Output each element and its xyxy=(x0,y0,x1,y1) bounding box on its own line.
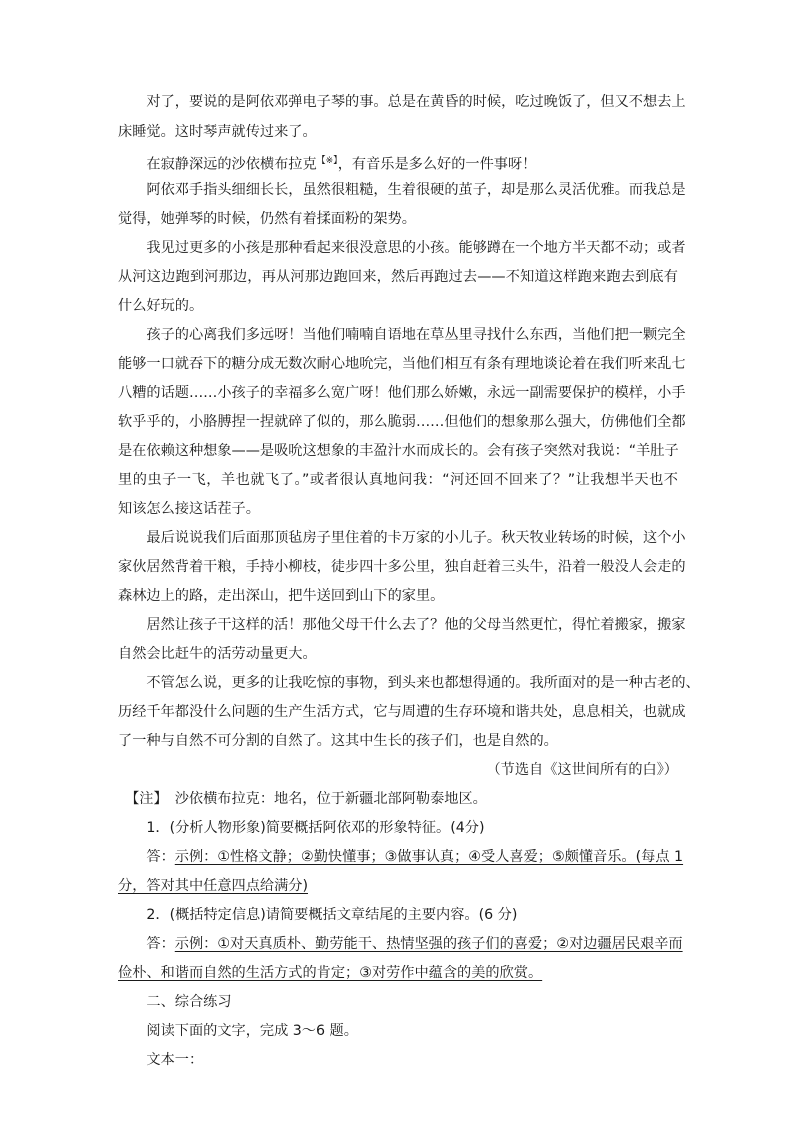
paragraph-2-text-end: ，有音乐是多么好的一件事呀！ xyxy=(337,156,537,173)
paragraph-5-line-2: 能够一口就吞下的糖分成无数次耐心地吮完，当他们相互有条有理地谈论着在我们听来乱七 xyxy=(118,356,686,372)
paragraph-8-line-2: 历经千年都没什么问题的生产生活方式，它与周遭的生存环境和谐共处，息息相关，也就成 xyxy=(118,704,686,720)
paragraph-2-text: 在寂静深远的沙依横布拉克 xyxy=(118,156,317,173)
paragraph-1-line-1: 对了，要说的是阿依邓弹电子琴的事。总是在黄昏的时候，吃过晚饭了，但又不想去上 xyxy=(118,94,686,110)
paragraph-6-line-2: 家伙居然背着干粮，手持小柳枝，徒步四十多公里，独自赶着三头牛，沿着一般没人会走的 xyxy=(118,559,686,575)
paragraph-3-line-1: 阿依邓手指头细细长长，虽然很粗糙，生着很硬的茧子，却是那么灵活优雅。而我总是 xyxy=(118,182,686,198)
paragraph-5-line-4: 软乎乎的，小胳膊捏一捏就碎了似的，那么脆弱……但他们的想象那么强大，仿佛他们全都 xyxy=(118,414,686,430)
paragraph-4-line-2: 从河这边跑到河那边，再从河那边跑回来，然后再跑过去——不知道这样跑来跑去到底有 xyxy=(118,269,678,285)
paragraph-5-line-7: 知该怎么接这话茬子。 xyxy=(118,501,260,517)
paragraph-7-line-2: 自然会比赶牛的活劳动量更大。 xyxy=(118,646,317,662)
section-heading: 二、综合练习 xyxy=(118,994,232,1010)
paragraph-5-line-5: 是在依赖这种想象——是吸吮这想象的丰盈汁水而成长的。会有孩子突然对我说：“羊肚子 xyxy=(118,443,679,459)
paragraph-5-line-6: 里的虫子一飞，羊也就飞了。”或者很认真地问我：“河还回不回来了？”让我想半天也不 xyxy=(118,472,678,488)
question-2: 2．(概括特定信息)请简要概括文章结尾的主要内容。(6 分) xyxy=(118,907,518,923)
answer-1-text-end: 分，答对其中任意四点给满分) xyxy=(118,878,308,894)
paragraph-5-line-3: 八糟的话题……小孩子的幸福多么宽广呀！他们那么娇嫩，永远一副需要保护的模样，小手 xyxy=(118,385,686,401)
instruction-text: 阅读下面的文字，完成 3～6 题。 xyxy=(118,1023,358,1039)
source-citation: （节选自《这世间所有的白》） xyxy=(486,762,678,778)
answer-2-prefix: 答： xyxy=(118,936,175,952)
answer-1-line-1 xyxy=(118,847,683,867)
paragraph-2 xyxy=(118,151,536,175)
paragraph-5-line-1: 孩子的心离我们多远呀！当他们喃喃自语地在草丛里寻找什么东西，当他们把一颗完全 xyxy=(118,327,686,343)
paragraph-4-line-3: 什么好玩的。 xyxy=(118,298,204,314)
footnote: 【注】 沙依横布拉克：地名，位于新疆北部阿勒泰地区。 xyxy=(118,791,487,807)
paragraph-8-line-3: 了一种与自然不可分割的自然了。这其中生长的孩子们，也是自然的。 xyxy=(118,733,558,749)
answer-2-line-2 xyxy=(118,963,542,983)
paragraph-8-line-1: 不管怎么说，更多的让我吃惊的事物，到头来也都想得通的。我所面对的是一种古老的、 xyxy=(118,675,700,691)
answer-2-text-end: 俭朴、和谐而自然的生活方式的肯定；③对劳作中蕴含的美的欣赏。 xyxy=(118,965,543,981)
question-1: 1．(分析人物形象)简要概括阿依邓的形象特征。(4分) xyxy=(118,820,485,836)
answer-2-line-1 xyxy=(118,934,683,954)
answer-1-prefix: 答： xyxy=(118,849,175,865)
paragraph-4-line-1: 我见过更多的小孩是那种看起来很没意思的小孩。能够蹲在一个地方半天都不动；或者 xyxy=(118,240,686,256)
paragraph-6-line-3: 森林边上的路，走出深山，把牛送回到山下的家里。 xyxy=(118,588,445,604)
text-label: 文本一： xyxy=(118,1052,204,1068)
answer-2-text: 示例：①对天真质朴、勤劳能干、热情坚强的孩子们的喜爱；②对边疆居民艰辛而 xyxy=(174,936,683,952)
footnote-marker: 【※】 xyxy=(316,156,338,166)
answer-1-text: 示例：①性格文静；②勤快懂事；③做事认真；④受人喜爱；⑤颇懂音乐。(每点 1 xyxy=(174,849,684,865)
paragraph-6-line-1: 最后说说我们后面那顶毡房子里住着的卡万家的小儿子。秋天牧业转场的时候，这个小 xyxy=(118,530,686,546)
paragraph-7-line-1: 居然让孩子干这样的活！那他父母干什么去了？他的父母当然更忙，得忙着搬家，搬家 xyxy=(118,617,686,633)
paragraph-3-line-2: 觉得，她弹琴的时候，仍然有着揉面粉的架势。 xyxy=(118,211,416,227)
answer-1-line-2 xyxy=(118,876,308,896)
paragraph-1-line-2: 床睡觉。这时琴声就传过来了。 xyxy=(118,124,317,140)
